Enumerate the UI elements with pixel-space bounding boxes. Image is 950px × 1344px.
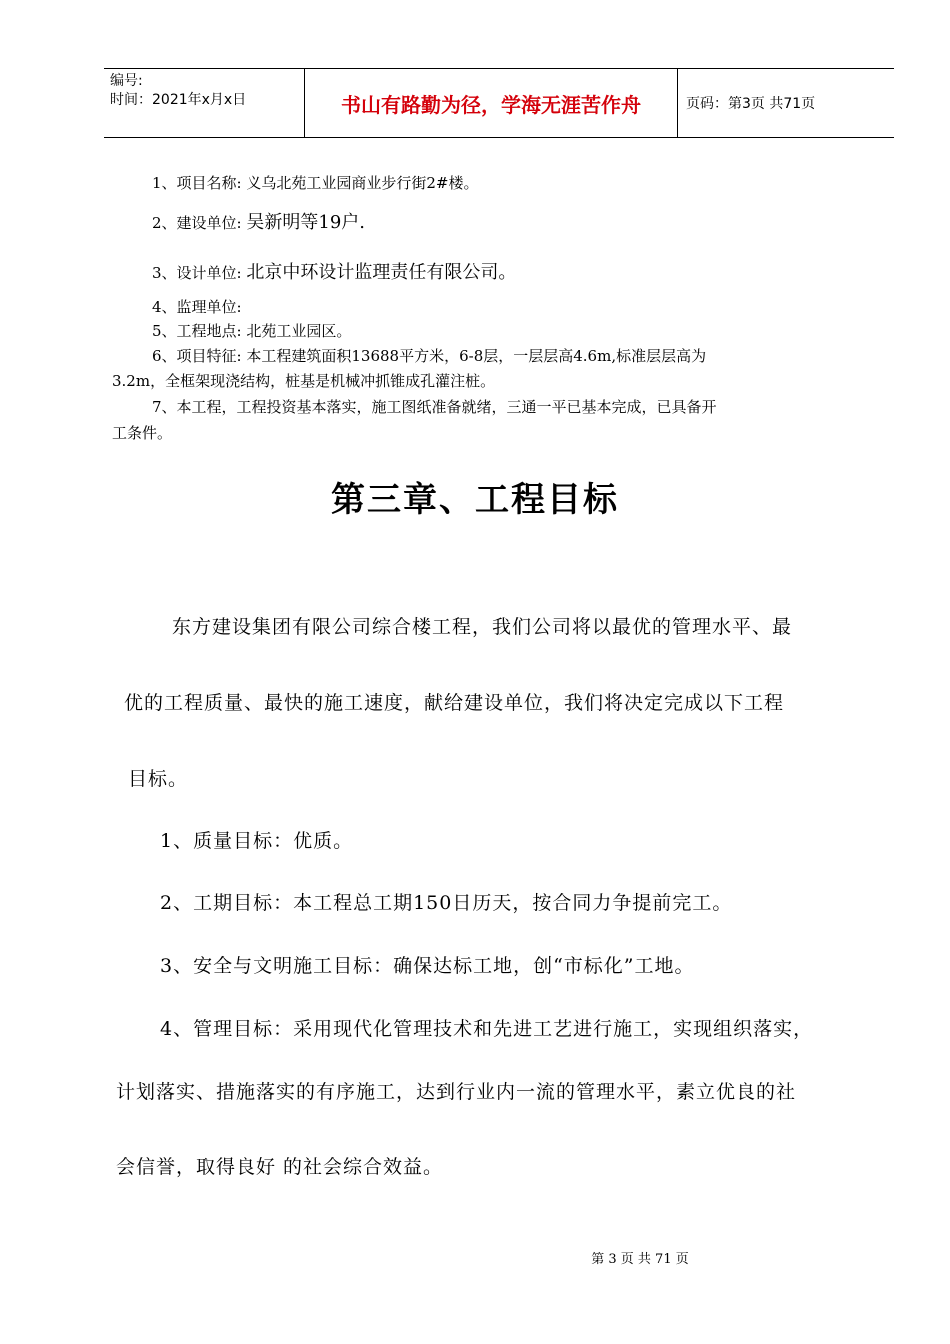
info-item-3-value: 北京中环设计监理责任有限公司。: [246, 262, 517, 283]
goals-intro-line1: 东方建设集团有限公司综合楼工程，我们公司将以最优的管理水平、最: [172, 616, 793, 638]
info-item-2-label: 2、建设单位:: [152, 214, 247, 232]
info-item-5: 5、工程地点: 北苑工业园区。: [152, 322, 352, 340]
info-item-3-label: 3、设计单位:: [152, 264, 247, 282]
info-item-6-line2: 3.2m，全框架现浇结构，桩基是机械冲抓锥成孔灌注桩。: [112, 372, 496, 390]
info-item-2-value: 吴新明等19户.: [246, 212, 366, 233]
goal-quality: 1、质量目标：优质。: [160, 830, 354, 852]
header-meta: [104, 69, 305, 137]
document-header: [104, 68, 894, 138]
time-label: 时间：2021年x月x日: [110, 92, 247, 108]
goal-management-line2: 计划落实、措施落实的有序施工，达到行业内一流的管理水平，素立优良的社: [116, 1081, 797, 1103]
chapter-title: 第三章、工程目标: [331, 480, 619, 520]
goal-management-line1: 4、管理目标：采用现代化管理技术和先进工艺进行施工，实现组织落实，: [160, 1018, 814, 1040]
number-label: 编号:: [110, 73, 143, 89]
goal-management-line3: 会信誉，取得良好 的社会综合效益。: [116, 1156, 444, 1178]
goal-safety: 3、安全与文明施工目标：确保达标工地，创“市标化”工地。: [160, 955, 695, 977]
page-footer: [0, 1248, 950, 1267]
info-item-7-line1: 7、本工程，工程投资基本落实，施工图纸准备就绪，三通一平已基本完成，已具备开: [152, 398, 717, 416]
goals-intro-line2: 优的工程质量、最快的施工速度，献给建设单位，我们将决定完成以下工程: [124, 692, 785, 714]
header-page-code: 页码：第3页 共71页: [686, 96, 816, 112]
header-motto: 书山有路勤为径，学海无涯苦作舟: [305, 69, 678, 137]
goals-intro-line3: 目标。: [128, 768, 189, 790]
info-item-1: 1、项目名称: 义乌北苑工业园商业步行街2#楼。: [152, 174, 479, 192]
info-item-3: [152, 258, 516, 284]
info-item-7-line2: 工条件。: [112, 424, 173, 442]
info-item-6-line1: 6、项目特征: 本工程建筑面积13688平方米，6-8层，一层层高4.6m,标准层层高为: [152, 347, 707, 365]
info-item-2: [152, 208, 365, 234]
goal-schedule: 2、工期目标：本工程总工期150日历天，按合同力争提前完工。: [160, 892, 733, 914]
footer-page-number: 第 3 页 共 71 页: [591, 1252, 689, 1267]
info-item-4: 4、监理单位:: [152, 298, 242, 316]
